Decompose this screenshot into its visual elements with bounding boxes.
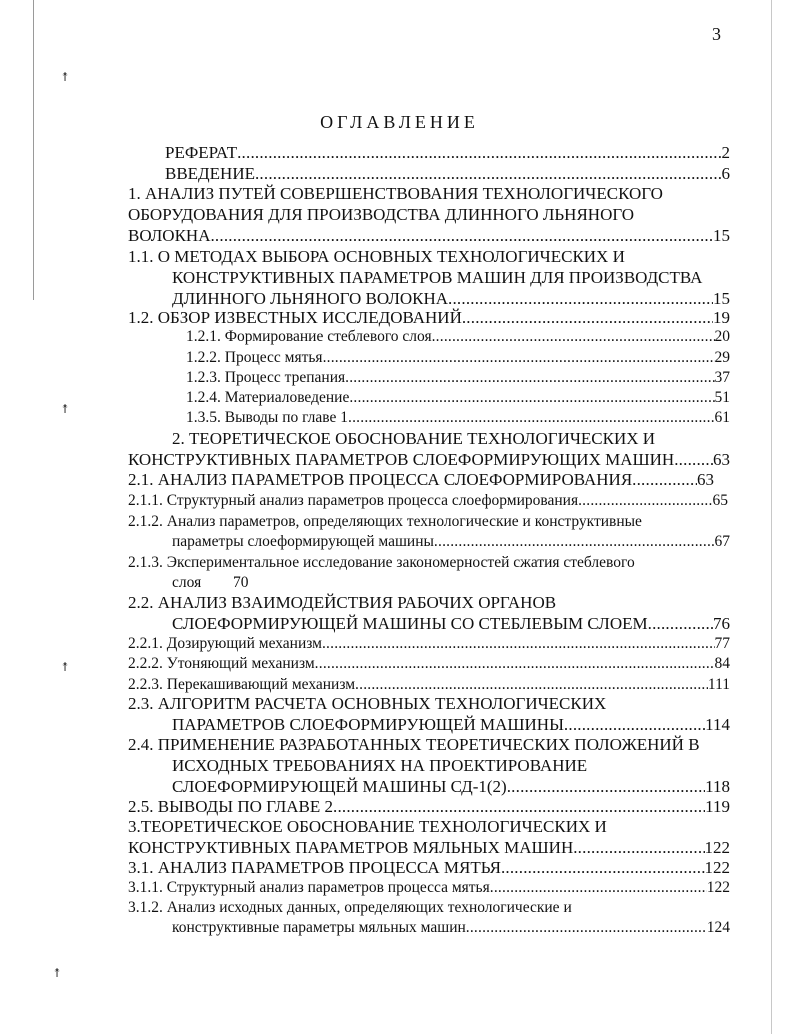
- page-number: 3: [712, 24, 721, 44]
- toc-leader: [322, 635, 715, 653]
- toc-title: 1.2.3. Процесс трепания: [186, 369, 346, 386]
- toc-leader: [448, 289, 713, 309]
- toc-entry-referat[interactable]: [165, 143, 730, 163]
- toc-page: 124: [706, 919, 730, 936]
- toc-section-2-4-line-2[interactable]: ИСХОДНЫХ ТРЕБОВАНИЯХ НА ПРОЕКТИРОВАНИЕ: [172, 756, 588, 775]
- toc-entry-section-2-2-1[interactable]: [128, 635, 730, 653]
- toc-page: 63: [697, 470, 714, 489]
- toc-page: 114: [705, 715, 730, 734]
- toc-section-2-3-line-1[interactable]: 2.3. АЛГОРИТМ РАСЧЕТА ОСНОВНЫХ ТЕХНОЛОГИЧЕСКИХ: [128, 694, 607, 713]
- toc-section-2-4-line-1[interactable]: 2.4. ПРИМЕНЕНИЕ РАЗРАБОТАННЫХ ТЕОРЕТИЧЕСКИХ ПОЛОЖЕНИЙ В: [128, 735, 700, 754]
- toc-entry-section-1-1[interactable]: [172, 289, 730, 309]
- toc-entry-section-1-3-5[interactable]: [186, 409, 730, 427]
- toc-leader: [315, 655, 715, 673]
- binding-hole-mark-icon: ↟: [60, 660, 71, 674]
- toc-page: 122: [706, 879, 730, 896]
- scan-edge-left: [33, 0, 34, 300]
- toc-title: 1.2. ОБЗОР ИЗВЕСТНЫХ ИССЛЕДОВАНИЙ: [128, 308, 462, 327]
- toc-section-1-1-line-2[interactable]: КОНСТРУКТИВНЫХ ПАРАМЕТРОВ МАШИН ДЛЯ ПРОИЗВОДСТВА: [172, 268, 703, 287]
- toc-leader: [573, 838, 704, 858]
- toc-leader: [501, 858, 705, 878]
- toc-leader: [355, 676, 708, 694]
- toc-leader: [490, 879, 707, 897]
- toc-title: параметры слоеформирующей машины: [172, 533, 434, 550]
- toc-entry-vvedenie[interactable]: [165, 164, 730, 184]
- toc-title: ВОЛОКНА: [128, 226, 211, 245]
- toc-title: 2.2.3. Перекашивающий механизм: [128, 676, 356, 693]
- toc-leader: [323, 349, 715, 367]
- toc-entry-section-2-5[interactable]: [128, 797, 730, 817]
- toc-leader: [462, 308, 713, 328]
- toc-section-2-2-line-1[interactable]: 2.2. АНАЛИЗ ВЗАИМОДЕЙСТВИЯ РАБОЧИХ ОРГАНОВ: [128, 593, 557, 612]
- toc-section-2-1-3-line-1[interactable]: 2.1.3. Экспериментальное исследование закономерностей сжатия стеблевого: [128, 554, 635, 571]
- toc-title: 2.2.2. Утоняющий механизм: [128, 655, 315, 672]
- toc-title: ПАРАМЕТРОВ СЛОЕФОРМИРУЮЩЕЙ МАШИНЫ: [172, 715, 564, 734]
- toc-chapter-2-line-1[interactable]: 2. ТЕОРЕТИЧЕСКОЕ ОБОСНОВАНИЕ ТЕХНОЛОГИЧЕСКИХ И: [172, 429, 656, 448]
- toc-leader: [348, 409, 714, 427]
- toc-chapter-3-line-1[interactable]: 3.ТЕОРЕТИЧЕСКОЕ ОБОСНОВАНИЕ ТЕХНОЛОГИЧЕСКИХ И: [128, 817, 607, 836]
- toc-entry-section-1-2-2[interactable]: [186, 349, 730, 367]
- toc-entry-section-2-2-2[interactable]: [128, 655, 730, 673]
- toc-page: 63: [713, 450, 730, 469]
- toc-leader: [648, 614, 713, 634]
- page-title: ОГЛАВЛЕНИЕ: [320, 112, 479, 132]
- toc-leader: [255, 164, 722, 184]
- toc-section-2-1-2-line-1[interactable]: 2.1.2. Анализ параметров, определяющих технологические и конструктивные: [128, 513, 642, 530]
- toc-section-3-1-2-line-1[interactable]: 3.1.2. Анализ исходных данных, определяющих технологические и: [128, 899, 572, 916]
- toc-entry-section-1-2-3[interactable]: [186, 369, 730, 387]
- toc-leader: [674, 450, 713, 470]
- toc-title: 2.1. АНАЛИЗ ПАРАМЕТРОВ ПРОЦЕССА СЛОЕФОРМИРОВАНИЯ: [128, 470, 633, 489]
- toc-leader: [210, 226, 713, 246]
- toc-page: 84: [714, 655, 730, 672]
- toc-title: ДЛИННОГО ЛЬНЯНОГО ВОЛОКНА: [172, 289, 449, 308]
- toc-entry-section-2-1-3[interactable]: [172, 574, 248, 592]
- toc-chapter-1-line-1[interactable]: 1. АНАЛИЗ ПУТЕЙ СОВЕРШЕНСТВОВАНИЯ ТЕХНОЛОГИЧЕСКОГО: [128, 184, 663, 203]
- toc-entry-chapter-1[interactable]: [128, 226, 730, 246]
- toc-title: ВВЕДЕНИЕ: [165, 164, 255, 183]
- toc-entry-section-2-1-2[interactable]: [172, 533, 730, 551]
- toc-leader: [578, 492, 712, 510]
- toc-title: КОНСТРУКТИВНЫХ ПАРАМЕТРОВ СЛОЕФОРМИРУЮЩИХ МАШИН: [128, 450, 675, 469]
- toc-title: конструктивные параметры мяльных машин: [172, 919, 466, 936]
- toc-leader: [349, 389, 714, 407]
- toc-entry-chapter-3[interactable]: [128, 838, 730, 858]
- toc-page: 77: [714, 635, 730, 652]
- toc-entry-section-2-1-1[interactable]: [128, 492, 728, 510]
- toc-title: 3.1. АНАЛИЗ ПАРАМЕТРОВ ПРОЦЕССА МЯТЬЯ: [128, 858, 501, 877]
- toc-page: 65: [712, 492, 728, 509]
- toc-page: 37: [714, 369, 730, 386]
- toc-page: 61: [714, 409, 730, 426]
- toc-entry-section-2-2[interactable]: [172, 614, 730, 634]
- toc-page: 20: [714, 328, 730, 345]
- toc-page: 6: [721, 164, 730, 183]
- toc-page: 51: [714, 389, 730, 406]
- toc-page: 29: [714, 349, 730, 366]
- toc-page: 119: [705, 797, 730, 816]
- toc-page: 2: [721, 143, 730, 162]
- toc-entry-section-3-1[interactable]: [128, 858, 730, 878]
- toc-page: 19: [713, 308, 730, 327]
- toc-title: 3.1.1. Структурный анализ параметров процесса мятья: [128, 879, 490, 896]
- toc-leader: [434, 533, 715, 551]
- toc-page: 15: [713, 226, 730, 245]
- toc-title: 2.5. ВЫВОДЫ ПО ГЛАВЕ 2: [128, 797, 333, 816]
- toc-page: 118: [705, 777, 730, 796]
- toc-page: 111: [707, 676, 730, 693]
- toc-entry-chapter-2[interactable]: [128, 450, 730, 470]
- toc-title: 1.3.5. Выводы по главе 1: [186, 409, 349, 426]
- toc-leader: [632, 470, 697, 490]
- toc-page: 70: [232, 574, 249, 591]
- toc-title: слоя: [172, 574, 202, 591]
- toc-title: РЕФЕРАТ: [165, 143, 238, 162]
- binding-hole-mark-icon: ↟: [52, 966, 63, 980]
- toc-title: СЛОЕФОРМИРУЮЩЕЙ МАШИНЫ СО СТЕБЛЕВЫМ СЛОЕМ: [172, 614, 648, 633]
- toc-page: 122: [704, 858, 730, 877]
- toc-leader: [333, 797, 705, 817]
- toc-entry-section-1-2-4[interactable]: [186, 389, 730, 407]
- toc-title: 2.2.1. Дозирующий механизм: [128, 635, 322, 652]
- toc-leader: [432, 328, 715, 346]
- toc-entry-section-2-2-3[interactable]: [128, 676, 730, 694]
- scan-edge-right: [771, 0, 772, 1034]
- toc-page: 76: [713, 614, 730, 633]
- toc-page: 15: [713, 289, 730, 308]
- toc-title: 1.2.2. Процесс мятья: [186, 349, 323, 366]
- toc-title: 1.2.1. Формирование стеблевого слоя: [186, 328, 432, 345]
- toc-entry-section-3-1-1[interactable]: [128, 879, 730, 897]
- toc-page: 122: [704, 838, 730, 857]
- toc-chapter-1-line-2[interactable]: ОБОРУДОВАНИЯ ДЛЯ ПРОИЗВОДСТВА ДЛИННОГО ЛЬНЯНОГО: [128, 205, 635, 224]
- toc-leader: [237, 143, 721, 163]
- toc-entry-section-1-2[interactable]: [128, 308, 730, 328]
- binding-hole-mark-icon: ↟: [60, 402, 71, 416]
- toc-entry-section-3-1-2[interactable]: [172, 919, 730, 937]
- toc-title: СЛОЕФОРМИРУЮЩЕЙ МАШИНЫ СД-1(2): [172, 777, 507, 796]
- toc-entry-section-2-4[interactable]: [172, 777, 730, 797]
- toc-leader: [564, 715, 705, 735]
- toc-entry-section-1-2-1[interactable]: [186, 328, 730, 346]
- toc-leader: [507, 777, 705, 797]
- toc-title: 2.1.1. Структурный анализ параметров процесса слоеформирования: [128, 492, 579, 509]
- toc-entry-section-2-1[interactable]: [128, 470, 714, 490]
- toc-page: 67: [714, 533, 730, 550]
- binding-hole-mark-icon: ↟: [60, 70, 71, 84]
- toc-entry-section-2-3[interactable]: [172, 715, 730, 735]
- toc-leader: [466, 919, 707, 937]
- toc-title: 1.2.4. Материаловедение: [186, 389, 350, 406]
- toc-title: КОНСТРУКТИВНЫХ ПАРАМЕТРОВ МЯЛЬНЫХ МАШИН: [128, 838, 574, 857]
- toc-section-1-1-line-1[interactable]: 1.1. О МЕТОДАХ ВЫБОРА ОСНОВНЫХ ТЕХНОЛОГИЧЕСКИХ И: [128, 247, 625, 266]
- toc-leader: [345, 369, 714, 387]
